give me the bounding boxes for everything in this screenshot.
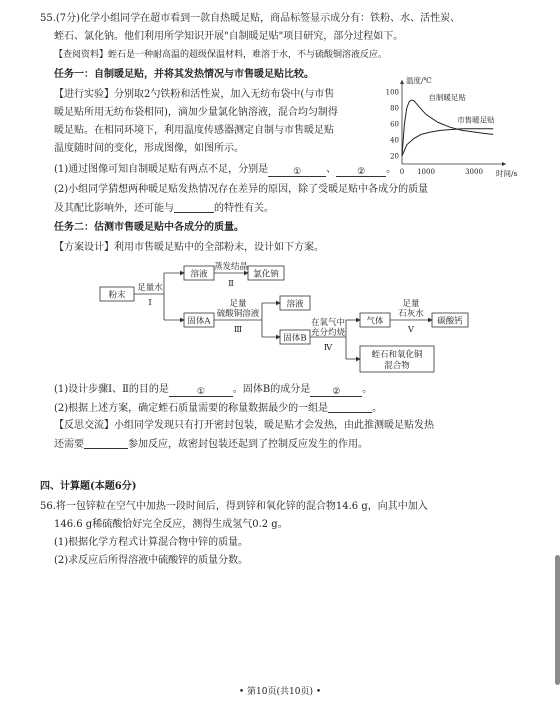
y-axis-label: 温度/℃ xyxy=(406,76,432,85)
label-water: 足量水 xyxy=(137,283,163,293)
blank-2-marker: ② xyxy=(357,167,366,177)
q55-experiment-line2: 暖足贴所用无纺布袋相同)，滴加少量氯化钠溶液，混合均匀制得 xyxy=(54,107,338,118)
q2-blank xyxy=(174,201,214,213)
y-tick-label: 40 xyxy=(390,136,399,145)
node-solution-2: 溶液 xyxy=(286,299,304,310)
q55-q2-line2 xyxy=(54,201,274,216)
q55-q4 xyxy=(54,401,382,416)
q55-experiment-line4: 温度随时间的变化，形成图像，如图所示。 xyxy=(54,143,244,154)
q4-end: 。 xyxy=(372,403,383,414)
q55-experiment-line1: 【进行实验】分别取2勺铁粉和活性炭，加入无纺布袋中(与市售 xyxy=(54,89,335,100)
y-tick-label: 60 xyxy=(390,120,399,129)
node-gas: 气体 xyxy=(366,316,384,327)
node-solid-b: 固体B xyxy=(283,333,307,344)
q3-blank-1-marker: ① xyxy=(196,387,205,397)
temperature-chart xyxy=(380,72,520,184)
node-mixture-2: 混合物 xyxy=(384,361,410,371)
q55-q1 xyxy=(54,163,396,177)
q55-line1: 55.(7分)化学小组同学在超市看到一款自热暖足贴，商品标签显示成分有：铁粉、水、活性炭、 xyxy=(40,13,461,24)
q55-line2: 蛭石、氯化钠。他们利用所学知识开展"自制暖足贴"项目研究，部分过程如下。 xyxy=(54,31,404,42)
q55-experiment-line3: 暖足贴。在相同环境下，利用温度传感器测定自制与市售暖足贴 xyxy=(54,125,334,136)
vertical-scrollbar[interactable] xyxy=(555,555,560,685)
q3-blank-2-marker: ② xyxy=(332,387,341,397)
y-tick-label: 20 xyxy=(390,152,399,161)
q3-middle: 。固体B的成分是 xyxy=(232,384,311,395)
q3-blank-1 xyxy=(169,385,233,397)
q4-blank xyxy=(328,401,372,413)
y-axis-arrow xyxy=(400,80,404,84)
q1-blank-1 xyxy=(268,165,326,177)
q56-q1: (1)根据化学方程式计算混合物中锌的质量。 xyxy=(54,537,249,548)
label-burn-2: 充分灼烧 xyxy=(310,328,346,338)
label-step4: Ⅳ xyxy=(323,343,333,353)
node-mixture-1: 蛭石和氧化铜 xyxy=(371,350,423,360)
x-tick-label: 0 xyxy=(399,168,405,176)
label-step5: Ⅴ xyxy=(407,325,415,335)
series-line-1 xyxy=(402,100,493,156)
page-footer: • 第10页(共10页) • xyxy=(238,687,322,697)
reflection-line1: 【反思交流】小组同学发现只有打开密封包装，暖足贴才会发热，由此推测暖足贴发热 xyxy=(54,420,434,431)
q55-q2-line1: (2)小组同学猜想两种暖足贴发热情况存在差异的原因，除了受暖足贴中各成分的质量 xyxy=(54,184,429,195)
label-cuso4-1: 足量 xyxy=(229,299,247,309)
q1-separator: 、 xyxy=(326,164,337,175)
q2-stem: 及其配比影响外，还可能与 xyxy=(54,203,174,214)
label-step3: Ⅲ xyxy=(233,325,243,335)
series-label-2: 市售暖足贴 xyxy=(457,115,495,125)
plan-text: 【方案设计】利用市售暖足贴中的全部粉末，设计如下方案。 xyxy=(54,242,324,253)
q1-end: 。 xyxy=(386,164,397,175)
q3-blank-2 xyxy=(310,385,362,397)
y-tick-label: 80 xyxy=(390,104,399,113)
task1-heading: 任务一：自制暖足贴，并将其发热情况与市售暖足贴比较。 xyxy=(54,69,314,80)
node-nacl: 氯化钠 xyxy=(253,269,279,280)
reflection-blank xyxy=(84,437,128,449)
q4-stem: (2)根据上述方案，确定蛭石质量需要的称量数据最少的一组是 xyxy=(54,403,329,414)
q3-end: 。 xyxy=(362,384,373,395)
q55-reference: 【查阅资料】蛭石是一种耐高温的超级保温材料，难溶于水，不与硫酸铜溶液反应。 xyxy=(54,50,388,60)
section4-title: 四、计算题(本题6分) xyxy=(40,481,137,492)
q1-blank-2 xyxy=(336,165,386,177)
label-step1: Ⅰ xyxy=(148,298,152,308)
x-axis-label: 时间/s xyxy=(496,169,518,178)
label-lime-1: 足量 xyxy=(402,299,420,309)
node-powder: 粉末 xyxy=(108,290,126,301)
node-solid-a: 固体A xyxy=(187,316,211,327)
label-step2: Ⅱ xyxy=(228,279,234,289)
q55-q3 xyxy=(54,383,372,397)
y-tick-label: 100 xyxy=(385,88,399,97)
flow-diagram xyxy=(0,258,560,378)
q3-stem: (1)设计步骤Ⅰ、Ⅱ的目的是 xyxy=(54,384,169,395)
node-caco3: 碳酸钙 xyxy=(437,316,463,327)
label-lime-2: 石灰水 xyxy=(398,309,424,319)
series-label-1: 自制暖足贴 xyxy=(428,93,466,102)
q56-line2: 146.6 g稀硫酸恰好完全反应，测得生成氢气0.2 g。 xyxy=(54,519,288,530)
x-axis-arrow xyxy=(502,162,506,166)
reflection-line2 xyxy=(54,437,368,452)
x-tick-label: 1000 xyxy=(417,168,435,176)
q1-stem: (1)通过图像可知自制暖足贴有两点不足，分别是 xyxy=(54,164,269,175)
label-evaporate: 蒸发结晶 xyxy=(213,262,249,272)
label-cuso4-2: 硫酸铜溶液 xyxy=(216,309,260,319)
label-burn-1: 在氧气中 xyxy=(310,318,346,328)
blank-1-marker: ① xyxy=(293,167,302,177)
reflection-stem: 还需要 xyxy=(54,439,84,450)
x-tick-label: 3000 xyxy=(465,168,483,176)
q56-line1: 56.将一包锌粒在空气中加热一段时间后，得到锌和氧化锌的混合物14.6 g，向其中加入 xyxy=(40,501,428,512)
reflection-end: 参加反应，故密封包装还起到了控制反应发生的作用。 xyxy=(128,439,368,450)
task2-heading: 任务二：估测市售暖足贴中各成分的质量。 xyxy=(54,222,244,233)
q56-q2: (2)求反应后所得溶液中硫酸锌的质量分数。 xyxy=(54,555,249,566)
node-solution: 溶液 xyxy=(190,269,208,280)
q2-end: 的特性有关。 xyxy=(214,203,274,214)
